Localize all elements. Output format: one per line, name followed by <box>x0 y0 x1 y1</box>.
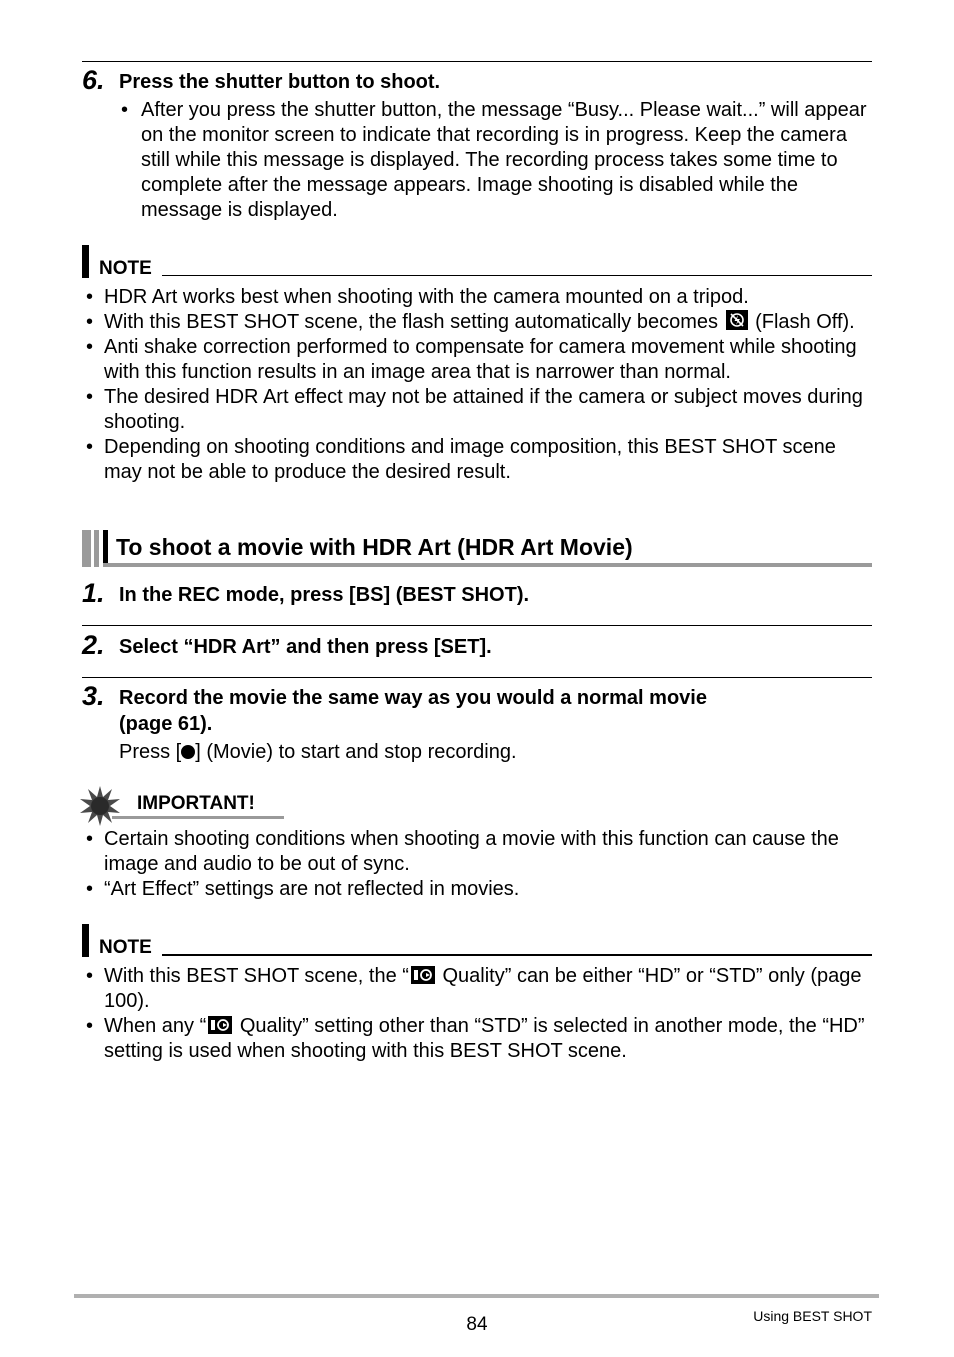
important-label: IMPORTANT! <box>137 793 255 814</box>
step-6-bullet-text: After you press the shutter button, the message “Busy... Please wait...” will appear on the monitor screen to indicate that recording is in progress. Keep the camera still while this message is displayed. The recording process takes some time to complete after the message appears. Image shooting is disabled while the message is displayed. <box>141 99 867 221</box>
movie-quality-icon <box>208 1016 232 1034</box>
note-2-rule <box>162 954 872 956</box>
note-1-item: • The desired HDR Art effect may not be attained if the camera or subject moves during shooting. <box>86 386 863 433</box>
important-list <box>82 827 872 902</box>
step-3-title-line1: Record the movie the same way as you would a normal movie <box>119 687 707 709</box>
note-1-label: NOTE <box>99 258 152 279</box>
step-rule <box>82 625 872 626</box>
note-1-list <box>82 285 872 485</box>
bullet-dot: • <box>121 99 129 121</box>
record-dot-icon <box>181 745 195 759</box>
step-2-number: 2. <box>82 630 105 660</box>
important-burst-icon <box>80 786 120 826</box>
section-bar-mid <box>94 530 99 567</box>
step-3-title-line2: (page 61). <box>119 713 213 735</box>
note-2-list <box>82 964 872 1064</box>
note-2-item: • When any “ Quality” setting other than “STD” is selected in another mode, the “HD” setting is used when shooting with this BEST SHOT scene. <box>86 1015 865 1062</box>
section-title: To shoot a movie with HDR Art (HDR Art Movie) <box>116 534 633 560</box>
note-1-rule <box>162 275 872 276</box>
note-1-item: • Anti shake correction performed to compensate for camera movement while shooting with this function results in an image area that is narrower than normal. <box>86 336 857 383</box>
note-2-bar <box>82 924 89 957</box>
note-2-label: NOTE <box>99 937 152 958</box>
section-bar-light <box>82 530 91 567</box>
important-item: • Certain shooting conditions when shooting a movie with this function can cause the image and audio to be out of sync. <box>86 828 839 875</box>
step-3-body: Press [ ] (Movie) to start and stop recording. <box>119 741 517 763</box>
important-item: • “Art Effect” settings are not reflected in movies. <box>86 878 520 900</box>
step-1-number: 1. <box>82 578 105 608</box>
step-6-title: Press the shutter button to shoot. <box>119 71 441 93</box>
top-rule <box>82 61 872 62</box>
note-1-item: • With this BEST SHOT scene, the flash setting automatically becomes (Flash Off). <box>86 311 855 333</box>
note-2-item: • With this BEST SHOT scene, the “ Quality” can be either “HD” or “STD” only (page 100). <box>86 965 862 1012</box>
section-underline <box>103 563 872 567</box>
footer-section-name: Using BEST SHOT <box>753 1308 872 1324</box>
movie-quality-icon <box>411 966 435 984</box>
step-3-number: 3. <box>82 681 105 711</box>
footer-rule <box>74 1294 879 1298</box>
page-number: 84 <box>466 1314 488 1335</box>
flash-off-icon <box>726 310 748 330</box>
step-rule <box>82 677 872 678</box>
step-3-title <box>119 685 819 737</box>
step-6-number: 6. <box>82 65 105 95</box>
note-1-item: • HDR Art works best when shooting with the camera mounted on a tripod. <box>86 286 749 308</box>
step-1-title: In the REC mode, press [BS] (BEST SHOT). <box>119 584 530 606</box>
step-6-bullet <box>119 98 871 223</box>
step-2-title: Select “HDR Art” and then press [SET]. <box>119 636 492 658</box>
section-bar-dark <box>103 530 108 567</box>
note-1-bar <box>82 245 89 278</box>
important-underline <box>112 816 284 819</box>
note-1-item: • Depending on shooting conditions and image composition, this BEST SHOT scene may not be able to produce the desired result. <box>86 436 836 483</box>
